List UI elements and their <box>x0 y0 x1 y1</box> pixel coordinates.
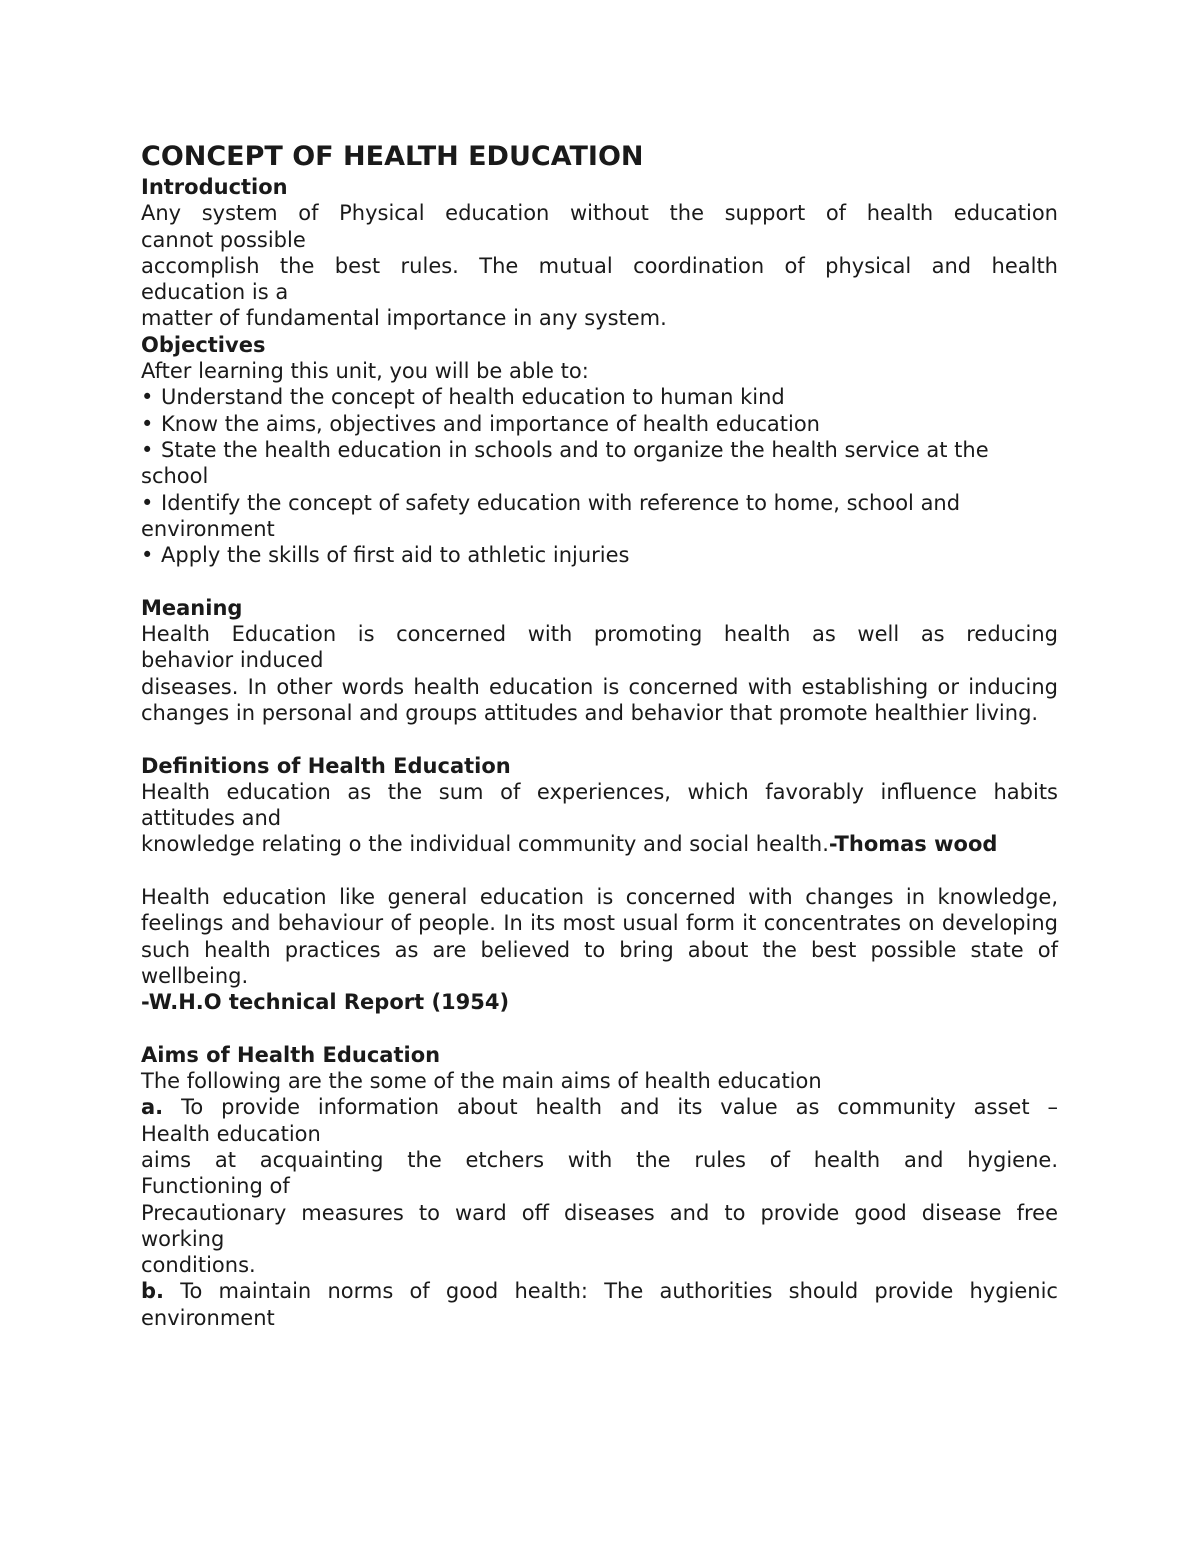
bullet-icon: • <box>141 543 154 568</box>
objective-item <box>141 411 1058 437</box>
aims-heading: Aims of Health Education <box>141 1042 441 1067</box>
spacer <box>141 858 1058 884</box>
aims-line: conditions. <box>141 1253 256 1278</box>
definition-paragraph: Health education like general education is concerned with changes in knowledge, feelings and behaviour of people. In its most usual form it concentrates on developing such health practices as are believed to bring about the best possible state of wellbeing. <box>141 885 1058 988</box>
objective-item <box>141 384 1058 410</box>
objectives-heading: Objectives <box>141 332 266 357</box>
spacer <box>141 568 1058 594</box>
introduction-line: Any system of Physical education without the support of health education <box>141 201 1058 226</box>
meaning-paragraph: diseases. In other words health education is concerned with establishing or inducing changes in personal and groups attitudes and behavior that promote healthier living. <box>141 674 1058 725</box>
aim-text: To provide information about health and its value as community asset – <box>181 1095 1058 1120</box>
aims-line <box>141 1094 1058 1120</box>
objective-text: Understand the concept of health education to human kind <box>161 385 785 410</box>
spacer <box>141 726 1058 752</box>
definition-paragraph <box>141 831 1058 857</box>
meaning-heading: Meaning <box>141 595 243 620</box>
aims-line: Precautionary measures to ward off diseases and to provide good disease free <box>141 1200 1058 1225</box>
definition-author: -Thomas wood <box>828 832 998 857</box>
objective-text: State the health education in schools and to organize the health service at the school <box>141 437 989 489</box>
definitions-heading: Definitions of Health Education <box>141 753 511 778</box>
bullet-icon: • <box>141 385 154 410</box>
aims-intro: The following are the some of the main aims of health education <box>141 1069 822 1094</box>
introduction-line: education is a <box>141 280 289 305</box>
objective-text: Apply the skills of first aid to athletic injuries <box>161 543 630 568</box>
bullet-icon: • <box>141 411 154 436</box>
objectives-intro: After learning this unit, you will be able to: <box>141 359 589 384</box>
aim-text: To maintain norms of good health: The authorities should provide hygienic <box>180 1279 1058 1304</box>
objective-text: Know the aims, objectives and importance of health education <box>161 411 820 436</box>
introduction-line: accomplish the best rules. The mutual coordination of physical and health <box>141 253 1058 278</box>
meaning-line: Health Education is concerned with promoting health as well as reducing <box>141 622 1058 647</box>
bullet-icon: • <box>141 490 154 515</box>
introduction-line: matter of fundamental importance in any system. <box>141 306 667 331</box>
aims-line: working <box>141 1226 225 1251</box>
aim-label: b. <box>141 1279 165 1304</box>
definition-line: attitudes and <box>141 806 282 831</box>
aims-line <box>141 1278 1058 1304</box>
aims-line: Functioning of <box>141 1174 290 1199</box>
aims-line: aims at acquainting the etchers with the rules of health and hygiene. <box>141 1147 1058 1172</box>
objective-item <box>141 542 1058 568</box>
objective-text: Identify the concept of safety education with reference to home, school and environment <box>141 490 961 541</box>
aims-line: Health education <box>141 1121 321 1146</box>
aim-label: a. <box>141 1095 164 1120</box>
bullet-icon: • <box>141 437 154 462</box>
page-title: CONCEPT OF HEALTH EDUCATION <box>141 141 644 172</box>
document-page <box>141 140 1058 1331</box>
objective-item <box>141 490 1058 543</box>
objective-item <box>141 437 1058 490</box>
introduction-line: cannot possible <box>141 227 306 252</box>
aims-line: environment <box>141 1305 275 1330</box>
spacer <box>141 1016 1058 1042</box>
meaning-line: behavior induced <box>141 648 324 673</box>
introduction-heading: Introduction <box>141 175 288 199</box>
definition-text: knowledge relating o the individual community and social health. <box>141 832 829 857</box>
definition-line: Health education as the sum of experiences, which favorably influence habits <box>141 779 1058 804</box>
definition-source: -W.H.O technical Report (1954) <box>141 990 510 1015</box>
